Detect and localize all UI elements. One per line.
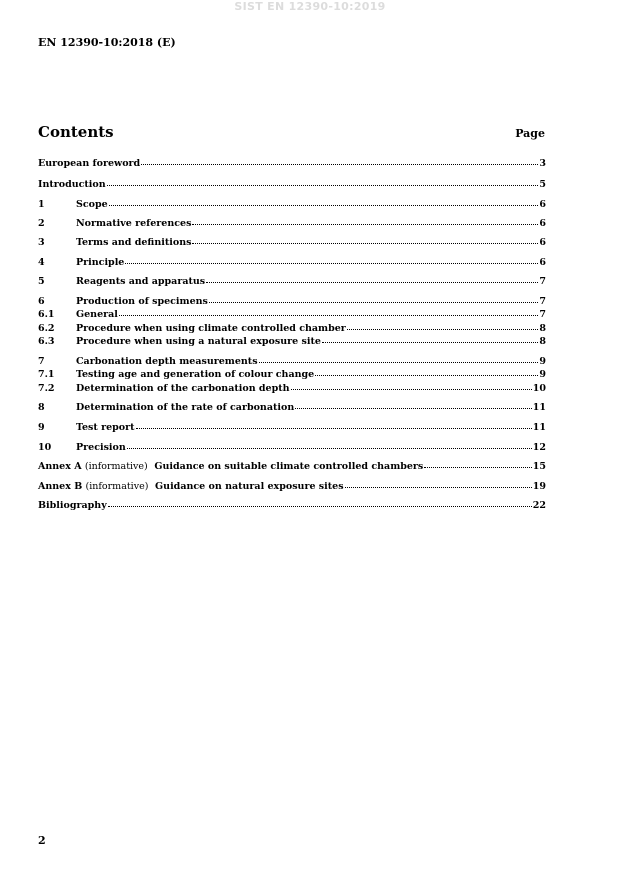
- toc-entry-title: [38, 178, 106, 191]
- page-column-label: Page: [515, 127, 545, 140]
- toc-entry-title: [76, 198, 108, 211]
- toc-entry-page: 11: [532, 402, 546, 413]
- page-number: 2: [38, 834, 46, 847]
- annex-label: Annex B: [38, 481, 83, 492]
- toc-entry-page: 3: [539, 158, 546, 169]
- toc-entry-text: Normative references: [76, 218, 192, 229]
- toc-entry-text: Introduction: [38, 179, 106, 190]
- contents-title: Contents: [38, 123, 114, 141]
- toc-entry-page: 8: [539, 323, 546, 334]
- toc-entry-text: Procedure when using a natural exposure site: [76, 336, 321, 347]
- dot-leader: [345, 478, 532, 488]
- toc-entry-number: 3: [38, 237, 45, 248]
- dot-leader: [291, 380, 532, 390]
- toc-entry-page: 6: [539, 218, 546, 229]
- toc-entry-number: 7.1: [38, 369, 55, 380]
- toc-entry-text: Guidance on natural exposure sites: [155, 481, 344, 492]
- dot-leader: [108, 497, 532, 507]
- toc-entry[interactable]: [38, 459, 546, 472]
- toc-entry-text: Test report: [76, 422, 135, 433]
- toc-entry-page: 12: [532, 442, 546, 453]
- dot-leader: [424, 458, 531, 468]
- toc-entry-title: [76, 382, 290, 395]
- toc-entry-title: [76, 236, 191, 249]
- toc-entry[interactable]: [38, 498, 546, 511]
- toc-entry-title: [76, 441, 126, 454]
- toc-entry-text: Reagents and apparatus: [76, 276, 206, 287]
- toc-entry-title: [76, 401, 294, 414]
- toc-entry-page: 9: [539, 369, 546, 380]
- toc-entry-text: Guidance on suitable climate controlled chambers: [154, 461, 424, 472]
- toc-entry[interactable]: [38, 156, 546, 169]
- toc-entry-title: [38, 480, 344, 493]
- toc-entry-text: Precision: [76, 442, 126, 453]
- toc-entry-text: Principle: [76, 257, 125, 268]
- toc-entry-number: 6.2: [38, 323, 55, 334]
- toc-entry-text: Production of specimens: [76, 296, 208, 307]
- toc-entry-text: Procedure when using climate controlled chamber: [76, 323, 346, 334]
- toc-entry[interactable]: [38, 400, 546, 413]
- dot-leader: [315, 366, 538, 376]
- toc-entry-number: 5: [38, 276, 45, 287]
- toc-entry-page: 9: [539, 356, 546, 367]
- dot-leader: [136, 419, 532, 429]
- annex-label: Annex A: [38, 461, 82, 472]
- toc-entry[interactable]: [38, 216, 546, 229]
- toc-entry-number: 6.1: [38, 309, 55, 320]
- toc-entry-text: Carbonation depth measurements: [76, 356, 258, 367]
- dot-leader: [347, 320, 539, 330]
- toc-entry-title: [76, 421, 135, 434]
- toc-entry-number: 6: [38, 296, 45, 307]
- toc-entry[interactable]: [38, 255, 546, 268]
- toc-entry-title: [76, 335, 321, 348]
- toc-entry-number: 9: [38, 422, 45, 433]
- toc-entry-page: 11: [532, 422, 546, 433]
- watermark-text: SIST EN 12390-10:2019: [234, 0, 386, 13]
- dot-leader: [127, 439, 532, 449]
- toc-entry[interactable]: [38, 235, 546, 248]
- annex-type-note: (informative): [84, 461, 148, 472]
- dot-leader: [192, 215, 538, 225]
- toc-entry-number: 7: [38, 356, 45, 367]
- toc-entry-title: [76, 368, 314, 381]
- standard-id-header: EN 12390-10:2018 (E): [38, 36, 176, 49]
- toc-entry-text: European foreword: [38, 158, 141, 169]
- toc-entry-title: [76, 275, 205, 288]
- toc-entry-page: 7: [539, 276, 546, 287]
- toc-entry-title: [38, 157, 140, 170]
- dot-leader: [119, 306, 538, 316]
- toc-entry-text: Scope: [76, 199, 108, 210]
- toc-entry-number: 6.3: [38, 336, 55, 347]
- dot-leader: [125, 254, 538, 264]
- toc-entry-number: 2: [38, 218, 45, 229]
- toc-entry-number: 4: [38, 257, 45, 268]
- toc-entry[interactable]: [38, 274, 546, 287]
- toc-entry-number: 10: [38, 442, 52, 453]
- toc-entry-text: Terms and definitions: [76, 237, 192, 248]
- dot-leader: [295, 399, 532, 409]
- dot-leader: [107, 176, 539, 186]
- dot-leader: [206, 273, 538, 283]
- toc-entry-title: [76, 217, 191, 230]
- toc-entry-number: 8: [38, 402, 45, 413]
- toc-entry-page: 6: [539, 237, 546, 248]
- toc-entry-page: 22: [532, 500, 546, 511]
- dot-leader: [109, 196, 539, 206]
- toc-entry-title: [38, 499, 107, 512]
- toc-entry-page: 10: [532, 383, 546, 394]
- toc-entry-page: 6: [539, 199, 546, 210]
- toc-entry[interactable]: [38, 334, 546, 347]
- toc-entry-number: 1: [38, 199, 45, 210]
- toc-entry-page: 6: [539, 257, 546, 268]
- dot-leader: [209, 293, 538, 303]
- toc-entry-text: Testing age and generation of colour change: [76, 369, 315, 380]
- toc-entry-title: [76, 308, 118, 321]
- toc-entry-page: 7: [539, 309, 546, 320]
- dot-leader: [192, 234, 538, 244]
- toc-entry[interactable]: [38, 420, 546, 433]
- dot-leader: [141, 155, 538, 165]
- toc-entry-text: Bibliography: [38, 500, 107, 511]
- toc-entry-page: 7: [539, 296, 546, 307]
- toc-entry-page: 15: [532, 461, 546, 472]
- toc-entry[interactable]: [38, 440, 546, 453]
- toc-entry-text: Determination of the rate of carbonation: [76, 402, 295, 413]
- toc-entry[interactable]: [38, 367, 546, 380]
- toc-entry[interactable]: [38, 177, 546, 190]
- toc-entry-page: 8: [539, 336, 546, 347]
- toc-entry-text: Determination of the carbonation depth: [76, 383, 290, 394]
- toc-entry-text: General: [76, 309, 118, 320]
- dot-leader: [322, 333, 539, 343]
- annex-type-note: (informative): [85, 481, 149, 492]
- toc-entry[interactable]: [38, 197, 546, 210]
- toc-entry-title: [38, 460, 423, 473]
- toc-entry-title: [76, 256, 124, 269]
- toc-entry-page: 5: [539, 179, 546, 190]
- toc-entry[interactable]: [38, 381, 546, 394]
- toc-entry[interactable]: [38, 307, 546, 320]
- toc-entry-number: 7.2: [38, 383, 55, 394]
- dot-leader: [259, 353, 539, 363]
- toc-entry-page: 19: [532, 481, 546, 492]
- toc-entry[interactable]: [38, 479, 546, 492]
